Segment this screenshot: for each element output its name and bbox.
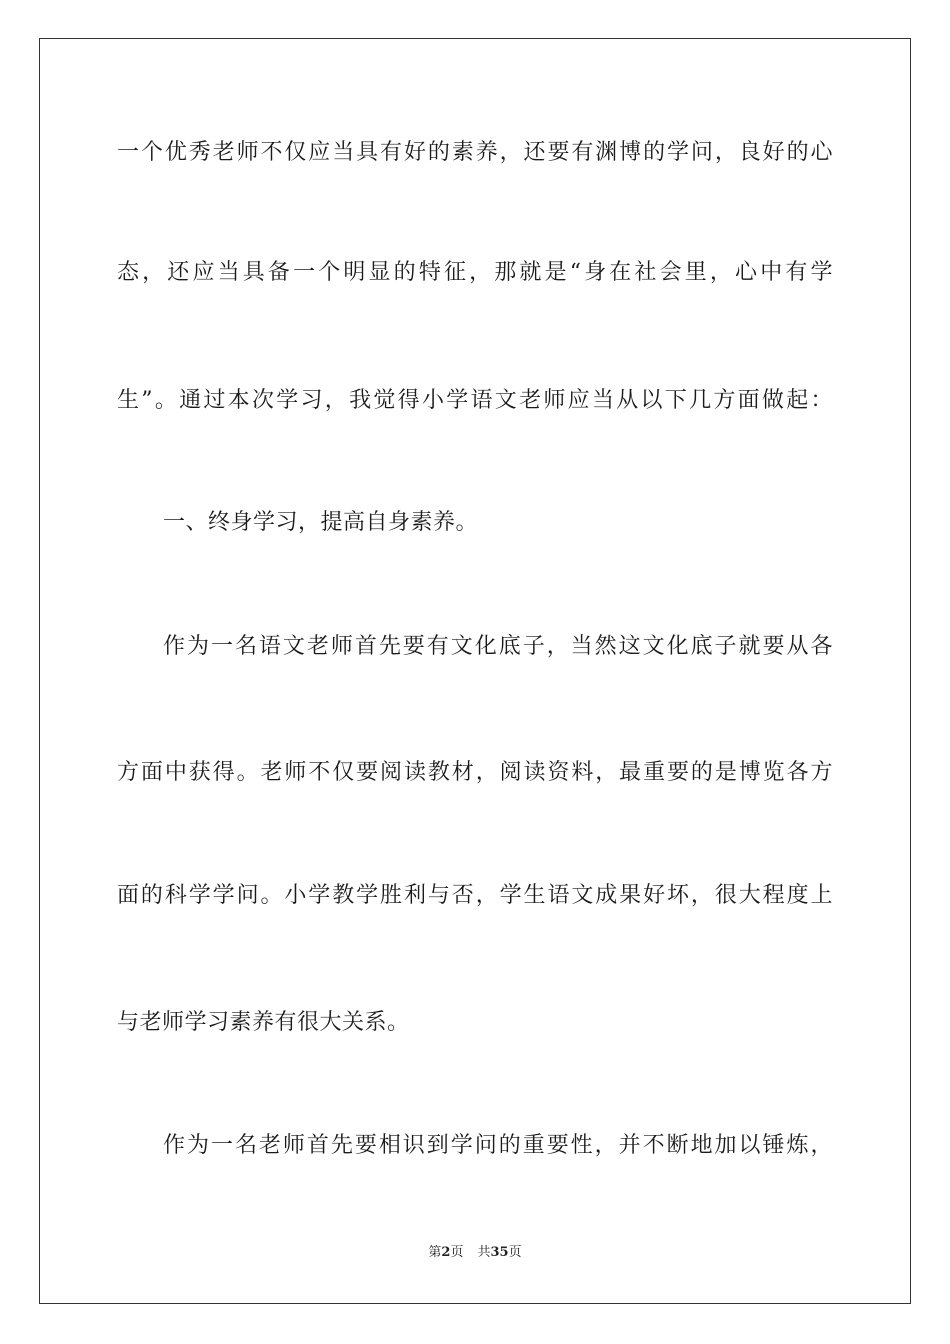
page-footer — [0, 1244, 950, 1262]
text-line-1: 一个优秀老师不仅应当具有好的素养，还要有渊博的学问，良好的心 — [117, 140, 833, 165]
text-line-9: 作为一名老师首先要相识到学问的重要性，并不断地加以锤炼， — [163, 1133, 833, 1158]
footer-page-prefix: 第 — [428, 1245, 442, 1260]
footer-page-total: 35 — [490, 1245, 509, 1260]
text-line-7: 面的科学学问。小学教学胜利与否，学生语文成果好坏，很大程度上 — [117, 883, 833, 908]
text-line-2: 态，还应当具备一个明显的特征，那就是“身在社会里，心中有学 — [117, 260, 833, 285]
text-line-6: 方面中获得。老师不仅要阅读教材，阅读资料，最重要的是博览各方 — [117, 760, 833, 785]
section-heading: 一、终身学习，提高自身素养。 — [163, 510, 479, 535]
footer-total-suffix: 页 — [508, 1245, 522, 1260]
text-line-3: 生”。通过本次学习，我觉得小学语文老师应当从以下几方面做起： — [117, 388, 833, 413]
footer-total-prefix: 共 — [477, 1245, 491, 1260]
footer-page-current: 2 — [441, 1245, 451, 1260]
text-line-5: 作为一名语文老师首先要有文化底子，当然这文化底子就要从各 — [163, 634, 833, 659]
page-border — [39, 38, 911, 1304]
text-line-8: 与老师学习素养有很大关系。 — [117, 1010, 410, 1035]
footer-page-suffix: 页 — [450, 1245, 464, 1260]
